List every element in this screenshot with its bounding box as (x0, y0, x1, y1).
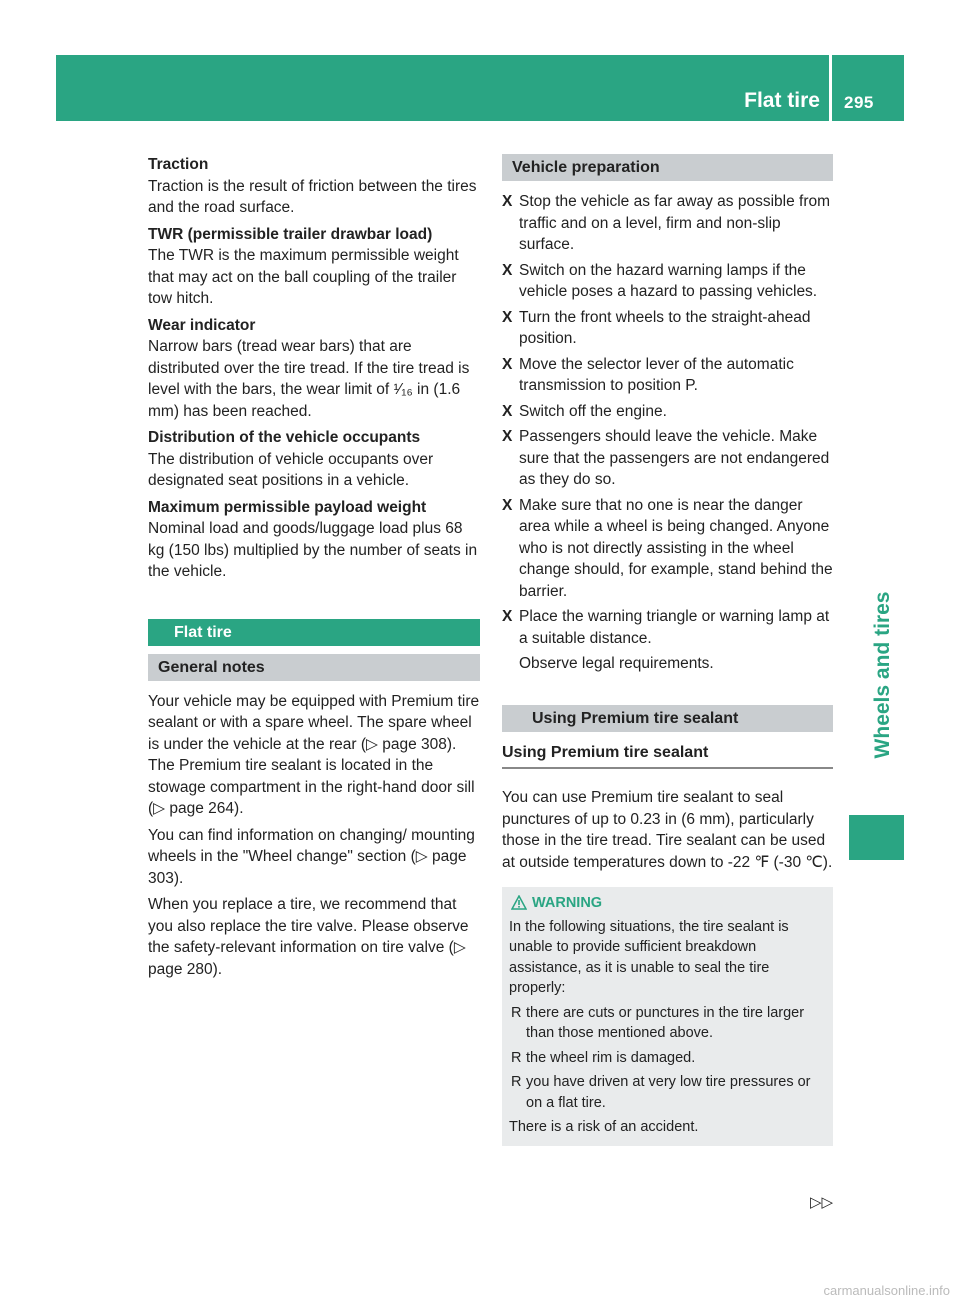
step-item (502, 426, 833, 491)
step-text: Place the warning triangle or warning lamp at a suitable distance. (519, 608, 830, 647)
step-text: Turn the front wheels to the straight-ahead position. (519, 308, 811, 347)
step-marker-icon: X (502, 428, 513, 445)
section-title-bar: Flat tire (148, 619, 480, 646)
term-heading: Distribution of the vehicle occupants (148, 429, 421, 446)
warning-title (509, 893, 826, 914)
page-number: 295 (844, 93, 874, 112)
warning-triangle-icon (511, 895, 527, 910)
term-heading: Traction (148, 156, 209, 173)
side-tab-label: Wheels and tires (871, 591, 894, 759)
bullet-marker-icon: R (511, 1004, 522, 1021)
paragraph: Your vehicle may be equipped with Premium tire sealant or with a spare wheel. The spare wheel is under the vehicle at the rear (▷ page 308). The Premium tire sealant is located in the stowage compartment in the right-hand door sill (▷ page 264). (148, 692, 480, 817)
step-marker-icon: X (502, 193, 513, 210)
watermark: carmanualsonline.info (823, 1283, 950, 1298)
warning-outro: There is a risk of an accident. (509, 1119, 699, 1135)
side-tab (853, 550, 913, 800)
subsection-title-bar: General notes (148, 654, 480, 681)
vehicle-preparation-bar: Vehicle preparation (502, 154, 833, 181)
side-tab-block (849, 815, 904, 860)
step-item (502, 495, 833, 603)
warning-intro: In the following situations, the tire sealant is unable to provide sufficient breakdown assistance, as it is unable to seal the tire properly: (509, 918, 789, 996)
warning-bullet (509, 1048, 826, 1069)
warning-bullet (509, 1003, 826, 1044)
warning-box (502, 887, 833, 1146)
warning-bullet (509, 1072, 826, 1113)
step-item (502, 191, 833, 256)
term-text: The distribution of vehicle occupants over designated seat positions in a vehicle. (148, 450, 434, 489)
step-marker-icon: X (502, 608, 513, 625)
sealant-heading: Using Premium tire sealant (502, 742, 833, 770)
step-text: Move the selector lever of the automatic transmission to position P. (519, 355, 794, 394)
bullet-marker-icon: R (511, 1049, 522, 1066)
term-heading: Wear indicator (148, 316, 256, 334)
term-heading: TWR (permissible trailer drawbar load) (148, 225, 433, 243)
step-item (502, 606, 833, 649)
step-note: Observe legal requirements. (519, 655, 714, 672)
step-text: Passengers should leave the vehicle. Make sure that the passengers are not endangered as they do so. (519, 428, 830, 488)
bullet-text: the wheel rim is damaged. (526, 1049, 696, 1066)
step-text: Switch off the engine. (519, 402, 667, 420)
bullet-text: you have driven at very low tire pressures or on a flat tire. (526, 1074, 811, 1111)
sealant-paragraph: You can use Premium tire sealant to seal punctures of up to 0.23 in (6 mm), particularly those in the tire tread. Tire sealant can be used at outside temperatures down to -22 ℉ (-30 ℃). (502, 789, 833, 871)
step-text: Switch on the hazard warning lamps if the vehicle poses a hazard to passing vehicles. (519, 261, 818, 300)
continue-arrow-icon: ▷▷ (810, 1194, 834, 1211)
term-text: Narrow bars (tread wear bars) that are distributed over the tire tread. If the tire tread is level with the bars, the wear limit of ¹⁄₁₆ in (1.6 mm) has been reached. (148, 338, 470, 420)
step-text: Make sure that no one is near the danger area while a wheel is being changed. Anyone who is not directly assisting in the wheel change should, for example, stand behind the barrier. (519, 496, 833, 600)
bullet-text: there are cuts or punctures in the tire larger than those mentioned above. (526, 1004, 805, 1041)
sealant-bar: Using Premium tire sealant (502, 705, 833, 732)
step-marker-icon: X (502, 496, 513, 514)
right-column (502, 154, 833, 1146)
step-marker-icon: X (502, 402, 513, 420)
warning-title-text: WARNING (532, 895, 603, 911)
step-marker-icon: X (502, 355, 513, 373)
step-item (502, 260, 833, 303)
header-divider (829, 55, 832, 121)
page-title: Flat tire (744, 89, 820, 112)
term-text: The TWR is the maximum permissible weight that may act on the ball coupling of the trailer tow hitch. (148, 247, 459, 307)
term-text: Traction is the result of friction between the tires and the road surface. (148, 177, 477, 216)
step-item (502, 401, 833, 423)
step-item (502, 307, 833, 350)
term-heading: Maximum permissible payload weight (148, 498, 427, 516)
step-item (502, 354, 833, 397)
step-marker-icon: X (502, 261, 513, 279)
term-text: Nominal load and goods/luggage load plus 68 kg (150 lbs) multiplied by the number of seats in the vehicle. (148, 520, 478, 580)
left-column (148, 154, 480, 985)
paragraph: You can find information on changing/ mounting wheels in the "Wheel change" section (▷ page 303). (148, 826, 475, 887)
step-text: Stop the vehicle as far away as possible from traffic and on a level, firm and non-slip surface. (519, 193, 831, 253)
paragraph: When you replace a tire, we recommend that you also replace the tire valve. Please observe the safety-relevant information on tire valve (▷ page 280). (148, 896, 469, 978)
step-marker-icon: X (502, 308, 513, 326)
bullet-marker-icon: R (511, 1074, 522, 1090)
